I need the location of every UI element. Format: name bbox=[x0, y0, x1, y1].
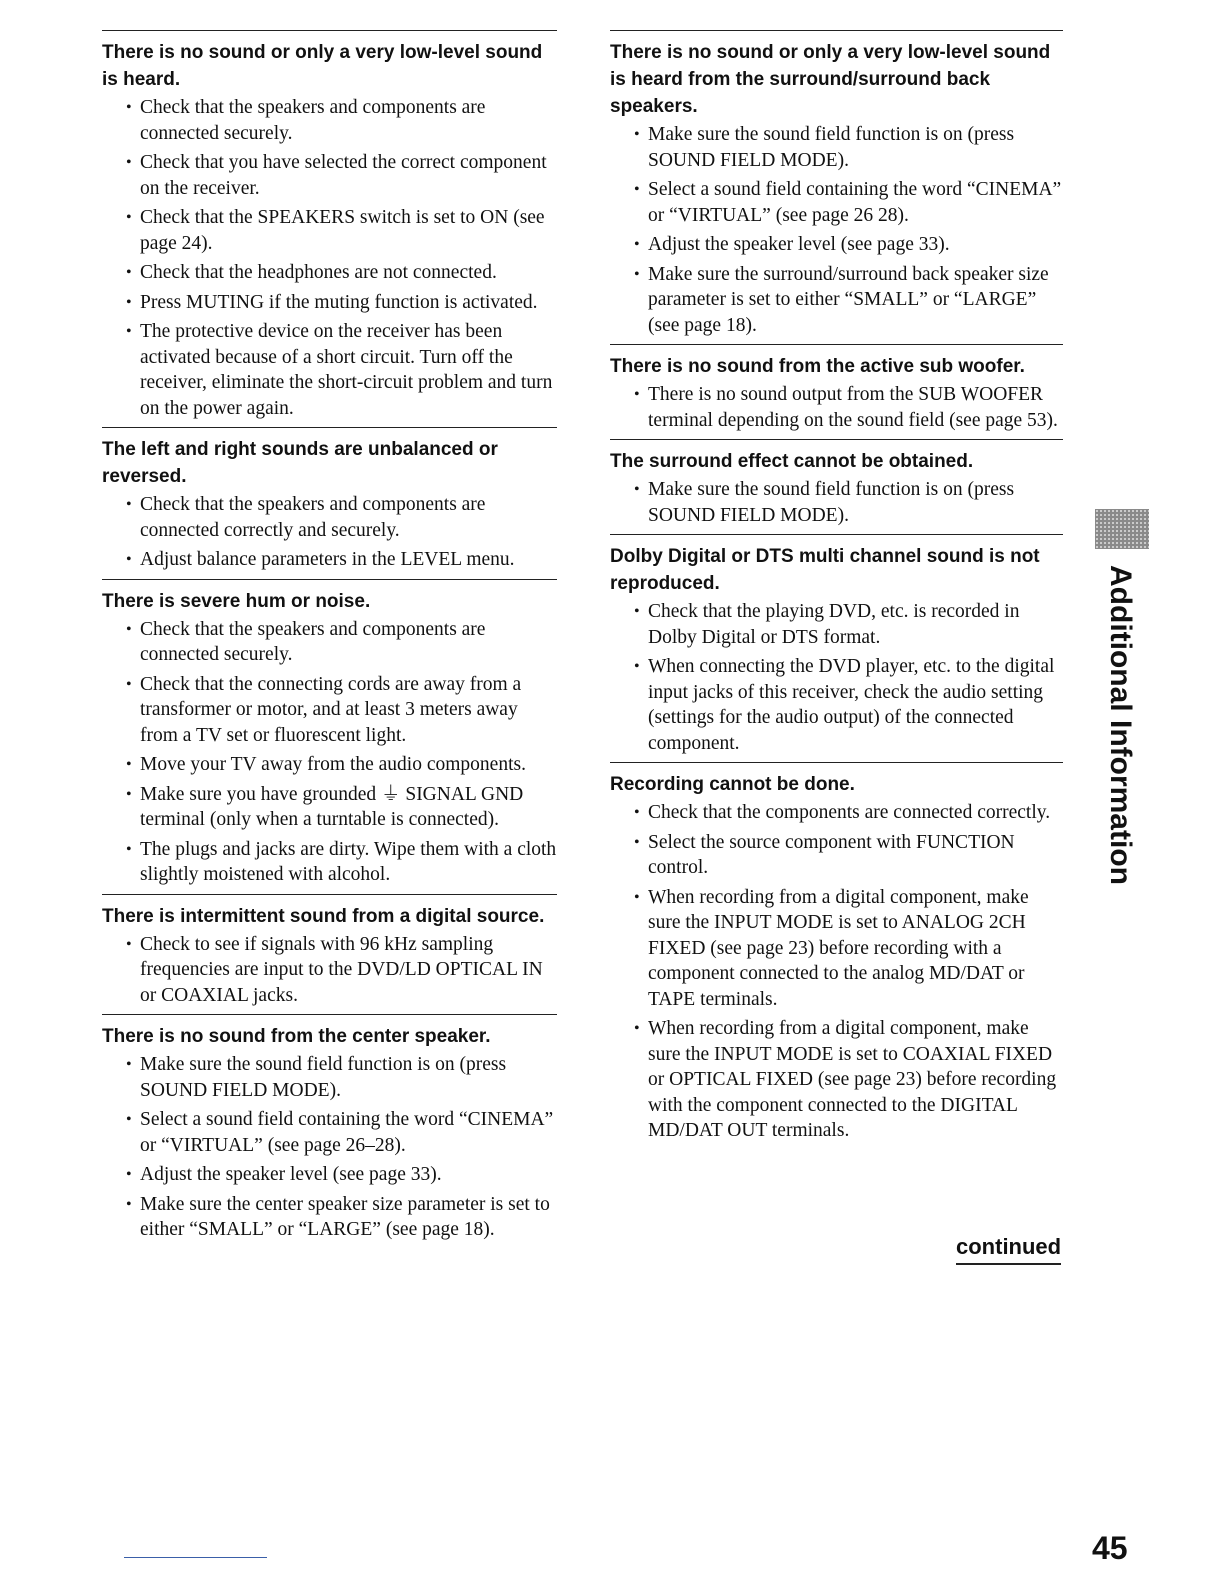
checklist bbox=[610, 477, 1063, 528]
section-heading: There is intermittent sound from a digital source. bbox=[102, 905, 545, 927]
checklist-item: • When recording from a digital component, make sure the INPUT MODE is set to ANALOG 2CH FIXED (see page 23) before recording with a component connected to the analog MD/DAT or TAPE terminals. bbox=[610, 885, 1063, 1013]
checklist-item: • Select a sound field containing the word “CINEMA” or “VIRTUAL” (see page 26–28). bbox=[102, 1107, 557, 1158]
checklist-item: • Check that the playing DVD, etc. is recorded in Dolby Digital or DTS format. bbox=[610, 599, 1063, 650]
checklist bbox=[610, 382, 1063, 433]
troubleshooting-section bbox=[610, 534, 1063, 756]
checklist bbox=[102, 932, 557, 1009]
side-tab-label: Additional Information bbox=[1104, 565, 1137, 885]
checklist-item: • Adjust the speaker level (see page 33). bbox=[102, 1162, 557, 1188]
troubleshooting-section bbox=[102, 427, 557, 573]
continued-label: continued bbox=[956, 1232, 1061, 1265]
troubleshooting-section bbox=[610, 762, 1063, 1144]
checklist-item: • Select a sound field containing the word “CINEMA” or “VIRTUAL” (see page 26 28). bbox=[610, 177, 1063, 228]
checklist-item: • Check to see if signals with 96 kHz sampling frequencies are input to the DVD/LD OPTICAL IN or COAXIAL jacks. bbox=[102, 932, 557, 1009]
section-heading: The left and right sounds are unbalanced or reversed. bbox=[102, 439, 498, 487]
section-heading: Dolby Digital or DTS multi channel sound is not reproduced. bbox=[610, 546, 1040, 594]
checklist-item: • Select the source component with FUNCTION control. bbox=[610, 830, 1063, 881]
section-heading: There is no sound or only a very low-level sound is heard. bbox=[102, 42, 543, 90]
checklist-item: • Check that you have selected the correct component on the receiver. bbox=[102, 150, 557, 201]
checklist bbox=[102, 617, 557, 888]
section-heading: Recording cannot be done. bbox=[610, 774, 855, 795]
checklist bbox=[610, 122, 1063, 338]
troubleshooting-section bbox=[610, 439, 1063, 528]
checklist-item: • Press MUTING if the muting function is activated. bbox=[102, 290, 557, 316]
section-heading: There is no sound from the center speaker. bbox=[102, 1026, 491, 1047]
checklist-item: • When recording from a digital component, make sure the INPUT MODE is set to COAXIAL FIXED or OPTICAL FIXED (see page 23) before recording with the component connected to the DIGITAL MD/DAT OUT terminals. bbox=[610, 1016, 1063, 1144]
checklist-item: • Adjust balance parameters in the LEVEL menu. bbox=[102, 547, 557, 573]
checklist-item: • The plugs and jacks are dirty. Wipe them with a cloth slightly moistened with alcohol. bbox=[102, 837, 557, 888]
checklist-item: • Check that the SPEAKERS switch is set to ON (see page 24). bbox=[102, 205, 557, 256]
checklist-item: • Move your TV away from the audio components. bbox=[102, 752, 557, 778]
checklist-item: • Check that the speakers and components are connected securely. bbox=[102, 617, 557, 668]
checklist-item: • There is no sound output from the SUB WOOFER terminal depending on the sound field (see page 53). bbox=[610, 382, 1063, 433]
checklist-item: • Make sure you have grounded ⏚ SIGNAL GND terminal (only when a turntable is connected). bbox=[102, 782, 557, 833]
checklist-item: • When connecting the DVD player, etc. to the digital input jacks of this receiver, check the audio setting (settings for the audio output) of the connected component. bbox=[610, 654, 1063, 756]
section-tab-marker bbox=[1095, 509, 1149, 549]
checklist-item: • Make sure the center speaker size parameter is set to either “SMALL” or “LARGE” (see page 18). bbox=[102, 1192, 557, 1243]
troubleshooting-section bbox=[610, 344, 1063, 433]
checklist-item: • Check that the speakers and components are connected correctly and securely. bbox=[102, 492, 557, 543]
checklist-item: • The protective device on the receiver has been activated because of a short circuit. Turn off the receiver, eliminate the short-circuit problem and turn on the power again. bbox=[102, 319, 557, 421]
troubleshooting-section bbox=[102, 1014, 557, 1243]
section-heading: There is no sound from the active sub woofer. bbox=[610, 356, 1025, 377]
section-heading: There is no sound or only a very low-level sound is heard from the surround/surround back speakers. bbox=[610, 42, 1051, 117]
troubleshooting-section bbox=[102, 579, 557, 888]
checklist bbox=[610, 599, 1063, 756]
footer-rule bbox=[124, 1557, 267, 1558]
page-number: 45 bbox=[1092, 1530, 1128, 1566]
checklist bbox=[102, 1052, 557, 1243]
troubleshooting-section bbox=[610, 30, 1063, 338]
checklist-item: • Check that the components are connected correctly. bbox=[610, 800, 1063, 826]
section-heading: The surround effect cannot be obtained. bbox=[610, 451, 974, 472]
left-column bbox=[102, 30, 557, 1249]
checklist bbox=[102, 492, 557, 573]
troubleshooting-section bbox=[102, 30, 557, 421]
right-column bbox=[610, 30, 1063, 1150]
checklist bbox=[102, 95, 557, 421]
checklist-item: • Make sure the sound field function is on (press SOUND FIELD MODE). bbox=[610, 122, 1063, 173]
checklist-item: • Check that the headphones are not connected. bbox=[102, 260, 557, 286]
checklist-item: • Check that the connecting cords are away from a transformer or motor, and at least 3 meters away from a TV set or fluorescent light. bbox=[102, 672, 557, 749]
checklist-item: • Adjust the speaker level (see page 33). bbox=[610, 232, 1063, 258]
section-heading: There is severe hum or noise. bbox=[102, 590, 371, 612]
checklist bbox=[610, 800, 1063, 1144]
troubleshooting-section bbox=[102, 894, 557, 1009]
checklist-item: • Make sure the surround/surround back speaker size parameter is set to either “SMALL” or “LARGE” (see page 18). bbox=[610, 262, 1063, 339]
checklist-item: • Make sure the sound field function is on (press SOUND FIELD MODE). bbox=[102, 1052, 557, 1103]
checklist-item: • Check that the speakers and components are connected securely. bbox=[102, 95, 557, 146]
checklist-item: • Make sure the sound field function is on (press SOUND FIELD MODE). bbox=[610, 477, 1063, 528]
